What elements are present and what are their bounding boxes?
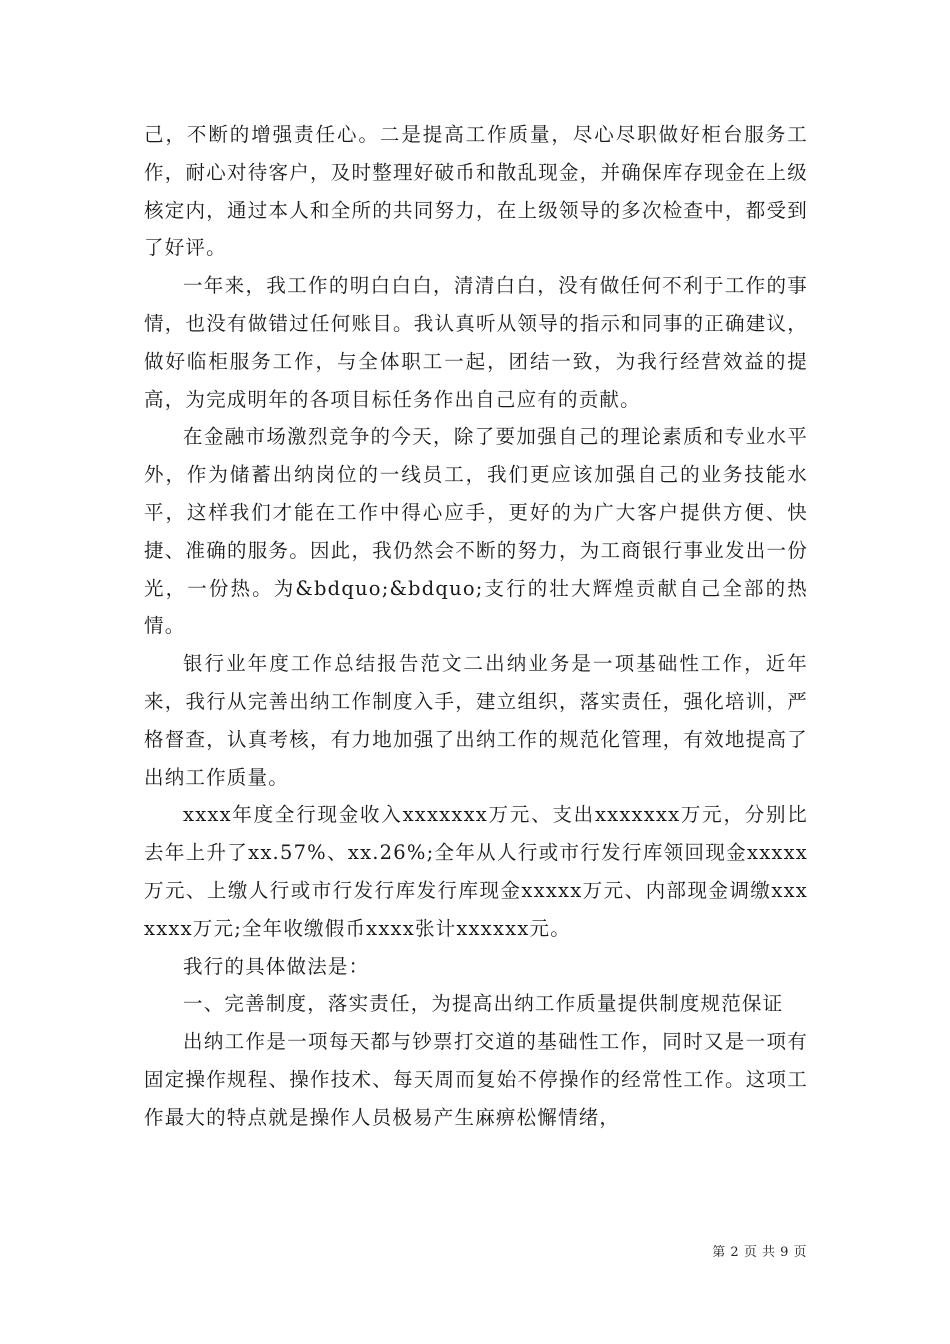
paragraph-5: xxxx年度全行现金收入xxxxxxx万元、支出xxxxxxx万元，分别比去年上升了xx.57%、xx.26%;全年从人行或市行发行库领回现金xxxxx万元、上缴人行或市行发行库发行库现金xxxxx万元、内部现金调缴xxxxxxx万元;全年收缴假币xxxx张计xxxxxx元。 — [144, 803, 808, 940]
paragraph-8: 出纳工作是一项每天都与钞票打交道的基础性工作，同时又是一项有固定操作规程、操作技术、每天周而复始不停操作的经常性工作。这项工作最大的特点就是操作人员极易产生麻痹松懈情绪， — [144, 1030, 808, 1129]
paragraph-2: 一年来，我工作的明白白白，清清白白，没有做任何不利于工作的事情，也没有做错过任何账目。我认真听从领导的指示和同事的正确建议，做好临柜服务工作，与全体职工一起，团结一致，为我行经营效益的提高，为完成明年的各项目标任务作出自己应有的贡献。 — [144, 274, 808, 411]
paragraph-6: 我行的具体做法是： — [183, 954, 370, 978]
paragraph-3: 在金融市场激烈竞争的今天，除了要加强自己的理论素质和专业水平外，作为储蓄出纳岗位的一线员工，我们更应该加强自己的业务技能水平，这样我们才能在工作中得心应手，更好的为广大客户提供方便、快捷、准确的服务。因此，我仍然会不断的努力，为工商银行事业发出一份光，一份热。为&bdquo;&bdquo;支行的壮大辉煌贡献自己全部的热情。 — [144, 425, 808, 638]
page-number-footer: 第 2 页 共 9 页 — [712, 1245, 807, 1260]
document-body — [144, 116, 808, 1137]
paragraph-1: 己，不断的增强责任心。二是提高工作质量，尽心尽职做好柜台服务工作，耐心对待客户，及时整理好破币和散乱现金，并确保库存现金在上级核定内，通过本人和全所的共同努力，在上级领导的多次检查中，都受到了好评。 — [144, 123, 808, 260]
paragraph-7: 一、完善制度，落实责任，为提高出纳工作质量提供制度规范保证 — [183, 992, 784, 1016]
paragraph-4: 银行业年度工作总结报告范文二出纳业务是一项基础性工作，近年来，我行从完善出纳工作制度入手，建立组织，落实责任，强化培训，严格督查，认真考核，有力地加强了出纳工作的规范化管理，有效地提高了出纳工作质量。 — [144, 652, 808, 789]
